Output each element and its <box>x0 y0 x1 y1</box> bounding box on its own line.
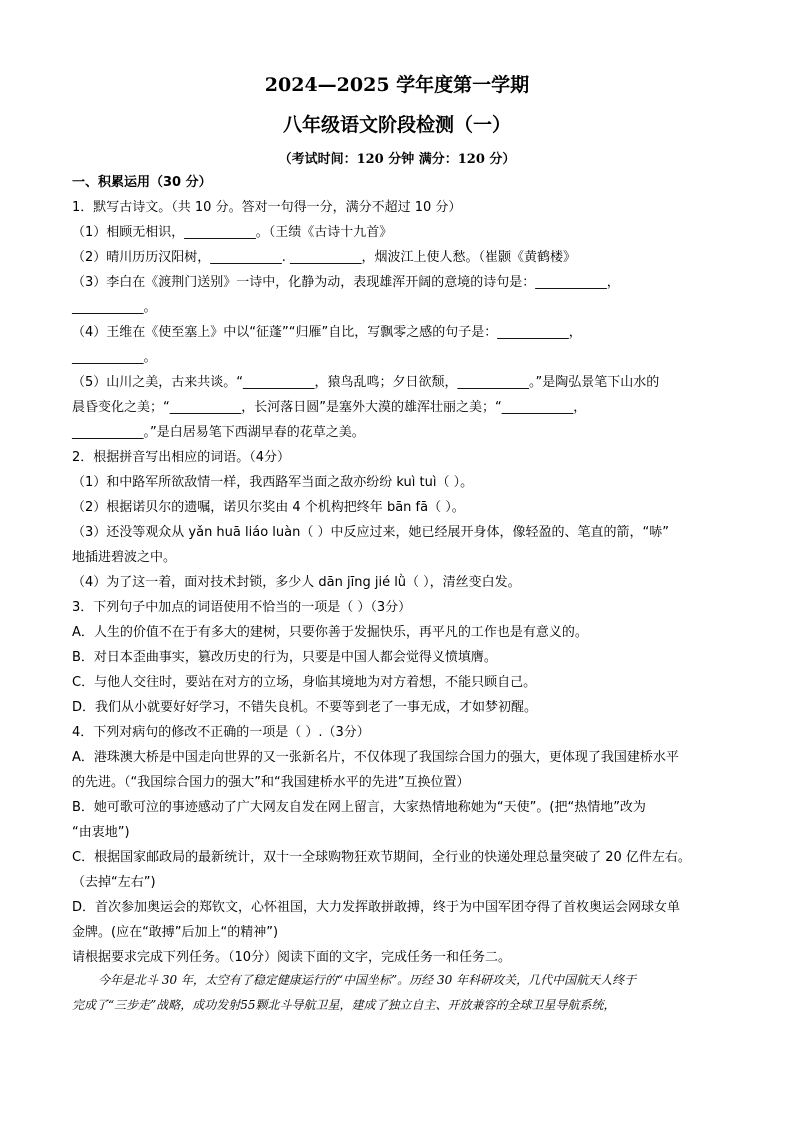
question-4-option-b: B．她可歌可泣的事迹感动了广大网友自发在网上留言，大家热情地称她为“天使”。(把“热情地”改为 <box>72 800 646 815</box>
question-2-item-4: （4）为了这一着，面对技术封锁，多少人 dān jīng jié lǜ（ ），清丝变白发。 <box>72 575 521 590</box>
question-1-item-1: （1）相顾无相识，___________。（王绩《古诗十九首》 <box>72 225 393 240</box>
question-4: 4．下列对病句的修改不正确的一项是（ ）.（3分） <box>72 725 370 740</box>
question-1-item-4: （4）王维在《使至塞上》中以“征蓬”“归雁”自比，写飘零之感的句子是：___________， <box>72 325 582 340</box>
question-4-option-d: D．首次参加奥运会的郑钦文，心怀祖国，大力发挥敢拼敢搏，终于为中国军团夺得了首枚奥运会网球女单 <box>72 900 681 915</box>
question-4-option-a-cont: 的先进。（“我国综合国力的强大”和“我国建桥水平的先进”互换位置） <box>72 775 470 790</box>
task-instruction: 请根据要求完成下列任务。（10分）阅读下面的文字，完成任务一和任务二。 <box>72 950 512 965</box>
question-1: 1．默写古诗文。（共 10 分。答对一句得一分，满分不超过 10 分） <box>72 200 462 215</box>
exam-time-score: （考试时间：120 分钟 满分：120 分） <box>278 152 516 167</box>
question-1-item-4-cont: ___________。 <box>72 350 157 365</box>
reading-passage <box>72 968 732 1018</box>
question-4-option-c: C．根据国家邮政局的最新统计，双十一全球购物狂欢节期间，全行业的快递处理总量突破了 20 亿件左右。 <box>72 850 691 865</box>
question-4-option-c-cont: （去掉“左右”) <box>72 875 156 890</box>
question-2-item-1: （1）和中路军所欲敌情一样，我西路军当面之敌亦纷纷 kuì tuì（ ）。 <box>72 475 474 490</box>
exam-body <box>72 170 732 970</box>
question-1-item-5-end: ___________。”是白居易笔下西湖早春的花草之美。 <box>72 425 365 440</box>
question-4-option-a: A．港珠澳大桥是中国走向世界的又一张新名片，不仅体现了我国综合国力的强大，更体现了我国建桥水平 <box>72 750 679 765</box>
question-3-option-d: D．我们从小就要好好学习，不错失良机。不要等到老了一事无成，才如梦初醒。 <box>72 700 538 715</box>
question-2-item-3: （3）还没等观众从 yǎn huā liáo luàn（ ）中反应过来，她已经展开身体，像轻盈的、笔直的箭，“哧” <box>72 525 669 540</box>
question-2: 2．根据拼音写出相应的词语。（4分） <box>72 450 291 465</box>
question-1-item-3-cont: ___________。 <box>72 300 157 315</box>
exam-term-title: 2024—2025 学年度第一学期 <box>264 74 530 96</box>
question-2-item-3-cont: 地插进碧波之中。 <box>72 550 177 565</box>
question-1-item-5-cont: 晨昏变化之美；“___________，长河落日圆”是塞外大漠的雄浑壮丽之美；“___________， <box>72 400 587 415</box>
question-3-option-a: A．人生的价值不在于有多大的建树，只要你善于发掘快乐，再平凡的工作也是有意义的。 <box>72 625 588 640</box>
question-1-item-5: （5）山川之美，古来共谈。“___________，猿鸟乱鸣；夕日欲颓，___________。”是陶弘景笔下山水的 <box>72 375 660 390</box>
passage-line-2: 完成了“三步走”战略，成功发射55颗北斗导航卫星，建成了独立自主、开放兼容的全球卫星导航系统， <box>72 998 616 1012</box>
exam-title: 八年级语文阶段检测（一） <box>282 114 511 136</box>
question-1-item-2: （2）晴川历历汉阳树，___________. ___________，烟波江上使人愁。（崔颢《黄鹤楼》 <box>72 250 577 265</box>
question-1-item-3: （3）李白在《渡荆门送别》一诗中，化静为动，表现雄浑开阔的意境的诗句是：___________， <box>72 275 620 290</box>
question-3-option-c: C．与他人交往时，要站在对方的立场，身临其境地为对方着想，不能只顾自己。 <box>72 675 537 690</box>
question-3: 3．下列句子中加点的词语使用不恰当的一项是（ ）（3分） <box>72 600 412 615</box>
passage-line-1: 今年是北斗 30 年，太空有了稳定健康运行的“中国坐标”。历经 30 年科研攻关，几代中国航天人终于 <box>98 973 637 987</box>
question-3-option-b: B．对日本歪曲事实，篡改历史的行为，只要是中国人都会觉得义愤填膺。 <box>72 650 497 665</box>
question-4-option-b-cont: “由衷地”) <box>72 825 130 840</box>
question-4-option-d-cont: 金牌。(应在“敢搏”后加上“的精神”) <box>72 925 279 940</box>
question-2-item-2: （2）根据诺贝尔的遗嘱，诺贝尔奖由 4 个机构把终年 bān fā（ ）。 <box>72 500 465 515</box>
section-heading: 一、积累运用（30 分） <box>72 175 212 190</box>
